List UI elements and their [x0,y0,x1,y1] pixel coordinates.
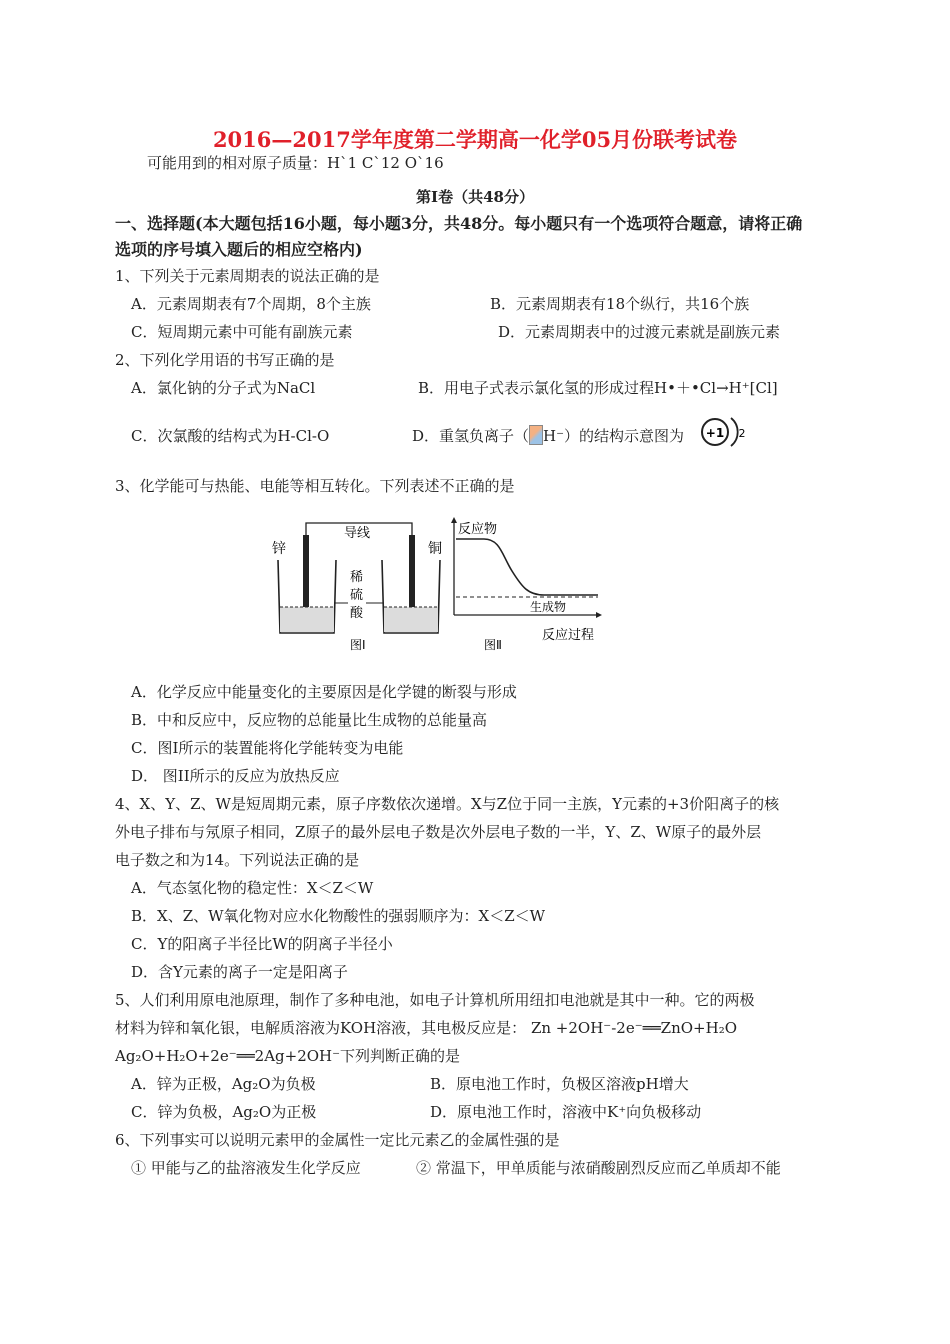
x-axis-arrow [596,612,602,618]
q1-stem: 1、下列关于元素周期表的说法正确的是 [115,267,380,285]
q1-option-c: C．短周期元素中可能有副族元素 [131,323,353,341]
acid-label-1: 稀 [350,570,364,585]
q5-stem-line3: Ag₂O+H₂O+2e⁻══2Ag+2OH⁻下列判断正确的是 [115,1047,461,1065]
part-heading: 第Ⅰ卷（共48分） [416,188,534,206]
zinc-label: 锌 [272,541,286,557]
copper-label: 铜 [428,541,442,557]
q4-option-c: C．Y的阳离子半径比W的阴离子半径小 [131,935,393,953]
acid-label-2: 硫 [350,588,364,603]
q5-stem-line1: 5、人们利用原电池原理，制作了多种电池，如电子计算机所用纽扣电池就是其中一种。它的两极 [115,991,755,1009]
q4-option-b: B．X、Z、W氧化物对应水化物酸性的强弱顺序为：X＜Z＜W [131,907,546,925]
q3-option-c: C．图Ⅰ所示的装置能将化学能转变为电能 [131,739,404,757]
isotope-icon [529,425,543,445]
figure-1-galvanic-cell [268,515,458,655]
left-solution [280,607,334,632]
q5-option-a: A．锌为正极，Ag₂O为负极 [131,1075,316,1093]
q3-option-d: D． 图II所示的反应为放热反应 [131,767,340,785]
q4-stem-line2: 外电子排布与氖原子相同，Z原子的最外层电子数是次外层电子数的一半，Y、Z、W原子的最外层 [115,823,762,841]
q3-option-b: B．中和反应中，反应物的总能量比生成物的总能量高 [131,711,488,729]
exam-title: 2016—2017学年度第二学期高一化学05月份联考试卷 [212,127,738,152]
q2-option-c: C．次氯酸的结构式为H-Cl-O [131,427,330,445]
electron-shell-arc [731,418,738,446]
q2-option-d-suffix: ）的结构示意图为 [564,427,685,445]
q2-stem: 2、下列化学用语的书写正确的是 [115,351,335,369]
nucleus-charge: +1 [705,426,725,440]
q1-option-d: D．元素周期表中的过渡元素就是副族元素 [498,323,781,341]
atomic-mass-note: 可能用到的相对原子质量：H`1 C`12 O`16 [147,154,444,172]
q5-option-d: D．原电池工作时，溶液中K⁺向负极移动 [430,1103,702,1121]
q5-stem-line2: 材料为锌和氧化银，电解质溶液为KOH溶液，其电极反应是： Zn +2OH⁻-2e⁻══ZnO+H₂O [115,1019,738,1037]
q2-option-d-prefix: D．重氢负离子（ [412,427,530,445]
x-axis-label: 反应过程 [542,628,595,643]
q1-option-a: A．元素周期表有7个周期，8个主族 [131,295,371,313]
q3-stem: 3、化学能可与热能、电能等相互转化。下列表述不正确的是 [115,477,515,495]
y-axis-arrow [451,517,457,523]
q4-option-a: A．气态氢化物的稳定性：X＜Z＜W [131,879,374,897]
wire-label: 导线 [344,526,371,541]
q4-stem-line3: 电子数之和为14。下列说法正确的是 [115,851,360,869]
right-solution [384,607,438,632]
q5-option-c: C．锌为负极，Ag₂O为正极 [131,1103,317,1121]
figure-1-caption: 图Ⅰ [350,638,366,652]
q2-option-d-ion: H⁻ [543,427,565,445]
reactant-label: 反应物 [458,522,498,537]
q3-option-a: A．化学反应中能量变化的主要原因是化学键的断裂与形成 [131,683,517,701]
section-instructions-line2: 选项的序号填入题后的相应空格内) [115,240,363,259]
deuteride-ion-structure-diagram [698,414,748,450]
q4-stem-line1: 4、X、Y、Z、W是短周期元素，原子序数依次递增。X与Z位于同一主族，Y元素的+3价阳离子的核 [115,795,780,813]
shell-electron-count: 2 [738,427,746,440]
section-instructions-line1: 一、选择题(本大题包括16小题，每小题3分，共48分。每小题只有一个选项符合题意，请将正确 [115,214,803,233]
q2-option-b: B．用电子式表示氯化氢的形成过程H•＋•Cl→H⁺[Cl] [418,379,778,397]
q6-item-2: ② 常温下，甲单质能与浓硝酸剧烈反应而乙单质却不能 [416,1159,781,1177]
energy-curve [456,539,598,595]
q2-option-a: A．氯化钠的分子式为NaCl [131,379,316,397]
q5-option-b: B．原电池工作时，负极区溶液pH增大 [430,1075,689,1093]
q1-option-b: B．元素周期表有18个纵行，共16个族 [490,295,750,313]
q6-item-1: ① 甲能与乙的盐溶液发生化学反应 [131,1159,361,1177]
q2-option-d [412,425,684,446]
figure-2-energy-diagram [448,515,608,655]
figure-2-caption: 图Ⅱ [484,638,502,652]
q4-option-d: D．含Y元素的离子一定是阳离子 [131,963,348,981]
acid-label-3: 酸 [350,606,364,621]
product-label: 生成物 [530,600,567,614]
q6-stem: 6、下列事实可以说明元素甲的金属性一定比元素乙的金属性强的是 [115,1131,560,1149]
